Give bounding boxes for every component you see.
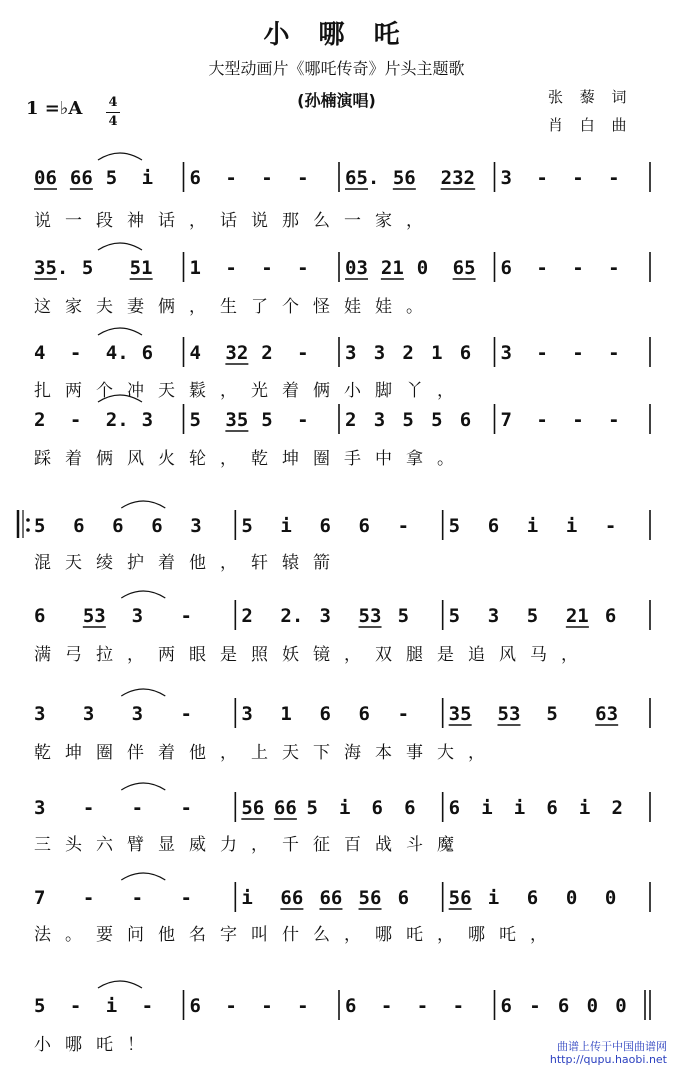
note: - [416, 995, 429, 1017]
composer-credit: 肖 白 曲 [548, 116, 633, 134]
note: - [536, 342, 548, 364]
note: - [180, 703, 192, 725]
note: 6 [526, 887, 539, 909]
note: - [69, 409, 82, 431]
note: 03 [345, 257, 368, 279]
slur [121, 501, 165, 508]
note: 5 [189, 409, 201, 431]
note: - [225, 167, 237, 189]
note: 6 [500, 995, 512, 1017]
note: - [225, 995, 237, 1017]
note: 66 [280, 887, 304, 909]
slur [121, 783, 165, 790]
note: - [452, 995, 465, 1017]
note: 1 [189, 257, 201, 279]
note: 3 [373, 409, 386, 431]
note: 6 [546, 797, 558, 819]
note: 56 [392, 167, 416, 189]
note: i [105, 995, 118, 1017]
note: 3 [190, 515, 202, 537]
note: - [380, 995, 393, 1017]
time-signature [106, 94, 120, 130]
note: - [608, 409, 620, 431]
note: 5 [526, 605, 539, 627]
note: 35 [448, 703, 472, 725]
note: 0 [565, 887, 578, 909]
note: 65. [345, 167, 380, 189]
note: 3 [141, 409, 154, 431]
note: - [397, 703, 410, 725]
time-signature-top: 4 [108, 95, 118, 110]
note: - [297, 257, 309, 279]
note: - [131, 887, 144, 909]
note: 5 [546, 703, 558, 725]
note: 6 [448, 797, 461, 819]
note: 3 [500, 342, 512, 364]
lyric-line [0, 640, 673, 664]
note: 6 [397, 887, 410, 909]
note: i [565, 515, 578, 537]
note: 6 [371, 797, 384, 819]
notation-row-svg [0, 250, 673, 290]
note: i [578, 797, 591, 819]
slur [98, 243, 142, 250]
note: 35. [34, 257, 69, 279]
note: i [339, 797, 351, 819]
lyricist-credit: 张 藜 词 [548, 88, 633, 106]
slur [121, 591, 165, 598]
slur [98, 328, 142, 335]
note: - [180, 797, 192, 819]
note: 6 [358, 515, 370, 537]
note: 6 [141, 342, 154, 364]
note: i [487, 887, 500, 909]
note: - [604, 515, 617, 537]
notation-row-svg [0, 988, 673, 1028]
note: 2 [345, 409, 357, 431]
note: 6 [189, 995, 201, 1017]
repeat-dot [26, 518, 30, 522]
note: 6 [404, 797, 416, 819]
slur [98, 153, 142, 160]
note: 65 [452, 257, 476, 279]
note: 7 [500, 409, 512, 431]
lyric-text: 说一段神话，话说那么一家， [34, 211, 437, 231]
note: 7 [34, 887, 46, 909]
note: i [481, 797, 493, 819]
note: 66 [319, 887, 343, 909]
note: 3 [34, 797, 46, 819]
note: 5 [261, 409, 273, 431]
lyric-line [0, 444, 673, 468]
note: - [69, 995, 82, 1017]
note: 66 [273, 797, 297, 819]
watermark [550, 1040, 667, 1066]
note: 56 [448, 887, 472, 909]
note: 6 [459, 409, 472, 431]
notation-row [0, 988, 673, 1028]
note: 0 [604, 887, 617, 909]
note: - [572, 342, 584, 364]
note: 5 [34, 995, 46, 1017]
note: 2 [34, 409, 46, 431]
notation-row-svg [0, 880, 673, 920]
note: - [608, 167, 620, 189]
note: - [225, 257, 237, 279]
note: 0 [586, 995, 599, 1017]
note: 1 [280, 703, 292, 725]
note: i [141, 167, 154, 189]
lyric-text: 乾坤圈伴着他，上天下海本事大， [34, 743, 499, 763]
notation-row-svg [0, 508, 673, 548]
note: 2 [261, 342, 273, 364]
note: 6 [319, 703, 331, 725]
note: i [241, 887, 253, 909]
note: 3 [500, 167, 512, 189]
note: 2 [402, 342, 414, 364]
lyric-line [0, 738, 673, 762]
note: 6 [604, 605, 617, 627]
note: - [536, 409, 548, 431]
note: - [536, 257, 548, 279]
note: 51 [129, 257, 153, 279]
note: 3 [241, 703, 253, 725]
note: 6 [487, 515, 500, 537]
note: 5 [402, 409, 414, 431]
note: - [261, 257, 273, 279]
note: 3 [345, 342, 357, 364]
lyric-line [0, 206, 673, 230]
note: - [297, 342, 309, 364]
note: 21 [565, 605, 589, 627]
song-subtitle: 大型动画片《哪吒传奇》片头主题歌 [208, 59, 465, 78]
note: - [572, 167, 584, 189]
note: i [526, 515, 539, 537]
note: - [297, 409, 309, 431]
note: 2 [611, 797, 623, 819]
notation-row-svg [0, 598, 673, 638]
notation-row-svg [0, 160, 673, 200]
note: 56 [358, 887, 382, 909]
lyric-text: 这家夫妻俩，生了个怪娃娃。 [34, 297, 437, 317]
note: 2. [105, 409, 129, 431]
note: 2. [280, 605, 304, 627]
note: 3 [34, 703, 46, 725]
watermark-line-1: 曲谱上传于中国曲谱网 [557, 1040, 667, 1053]
notation-row [0, 160, 673, 200]
note: 3 [131, 703, 144, 725]
repeat-dot [26, 528, 30, 532]
note: 4 [34, 342, 46, 364]
notation-row-svg [0, 696, 673, 736]
note: 53 [358, 605, 382, 627]
song-title: 小 哪 吒 [263, 20, 410, 50]
note: 5 [306, 797, 318, 819]
lyric-line [0, 830, 673, 854]
note: - [180, 887, 192, 909]
note: 4. [105, 342, 129, 364]
note: 06 [34, 167, 57, 189]
notation-row [0, 598, 673, 638]
time-signature-bottom: 4 [108, 114, 118, 129]
note: - [297, 167, 309, 189]
lyric-text: 法。要问他名字叫什么，哪吒，哪吒， [34, 925, 561, 945]
note: - [261, 995, 273, 1017]
note: 6 [73, 515, 85, 537]
lyric-line [0, 920, 673, 944]
lyric-text: 小哪吒！ [34, 1035, 158, 1055]
lyric-line [0, 292, 673, 316]
watermark-line-2: http://qupu.haobi.net [549, 1053, 667, 1066]
note: 6 [358, 703, 370, 725]
notation-row-svg [0, 790, 673, 830]
note: 0 [615, 995, 627, 1017]
lyric-line [0, 376, 673, 400]
note: 6 [112, 515, 124, 537]
note: 6 [189, 167, 201, 189]
notation-row [0, 402, 673, 442]
note: 1 [431, 342, 443, 364]
note: 5 [448, 515, 461, 537]
note: 5 [448, 605, 461, 627]
note: 3 [131, 605, 144, 627]
note: - [536, 167, 548, 189]
slur [121, 689, 165, 696]
note: 3 [82, 703, 95, 725]
note: - [529, 995, 541, 1017]
slur [121, 873, 165, 880]
note: 6 [151, 515, 163, 537]
note: 2 [241, 605, 253, 627]
lyric-text: 扎两个冲天鬏，光着俩小脚丫， [34, 381, 468, 401]
note: - [131, 797, 144, 819]
note: 35 [225, 409, 249, 431]
note: 5 [81, 257, 94, 279]
note: 232 [440, 167, 475, 189]
note: 5 [105, 167, 118, 189]
note: - [141, 995, 154, 1017]
note: i [513, 797, 526, 819]
notation-row [0, 250, 673, 290]
note: - [180, 605, 192, 627]
note: - [608, 257, 620, 279]
lyric-text: 满弓拉，两眼是照妖镜，双腿是追风马， [34, 645, 592, 665]
key-signature: 1 =♭A [26, 98, 83, 119]
note: 5 [397, 605, 410, 627]
note: 53 [82, 605, 106, 627]
note: - [261, 167, 273, 189]
note: 6 [345, 995, 357, 1017]
note: 3 [373, 342, 386, 364]
note: i [280, 515, 292, 537]
note: 0 [416, 257, 429, 279]
note: 3 [487, 605, 500, 627]
lyric-text: 混天绫护着他，轩辕箭 [34, 553, 344, 573]
lyric-text: 三头六臂显威力，千征百战斗魔 [34, 835, 468, 855]
notation-row [0, 790, 673, 830]
note: - [572, 257, 584, 279]
note: - [572, 409, 584, 431]
note: 5 [431, 409, 443, 431]
note: 56 [241, 797, 265, 819]
note: 66 [69, 167, 93, 189]
note: 4 [189, 342, 201, 364]
note: - [608, 342, 620, 364]
notation-row-svg [0, 402, 673, 442]
note: - [82, 797, 95, 819]
note: 21 [380, 257, 404, 279]
notation-row [0, 696, 673, 736]
notation-row [0, 880, 673, 920]
note: - [69, 342, 82, 364]
note: 5 [241, 515, 253, 537]
lyric-text: 踩着俩风火轮，乾坤圈手中拿。 [34, 449, 468, 469]
slur [98, 981, 142, 988]
notation-row [0, 335, 673, 375]
note: 63 [595, 703, 619, 725]
note: 53 [497, 703, 521, 725]
lyric-line [0, 548, 673, 572]
note: - [397, 515, 410, 537]
note: 32 [225, 342, 249, 364]
note: 6 [459, 342, 472, 364]
note: 6 [557, 995, 570, 1017]
note: - [82, 887, 95, 909]
notation-row [0, 508, 673, 548]
note: 6 [34, 605, 46, 627]
note: 5 [34, 515, 46, 537]
singer-credit: (孙楠演唱) [297, 91, 376, 110]
note: 6 [319, 515, 331, 537]
notation-row-svg [0, 335, 673, 375]
note: 6 [500, 257, 512, 279]
note: 3 [319, 605, 331, 627]
note: - [297, 995, 309, 1017]
